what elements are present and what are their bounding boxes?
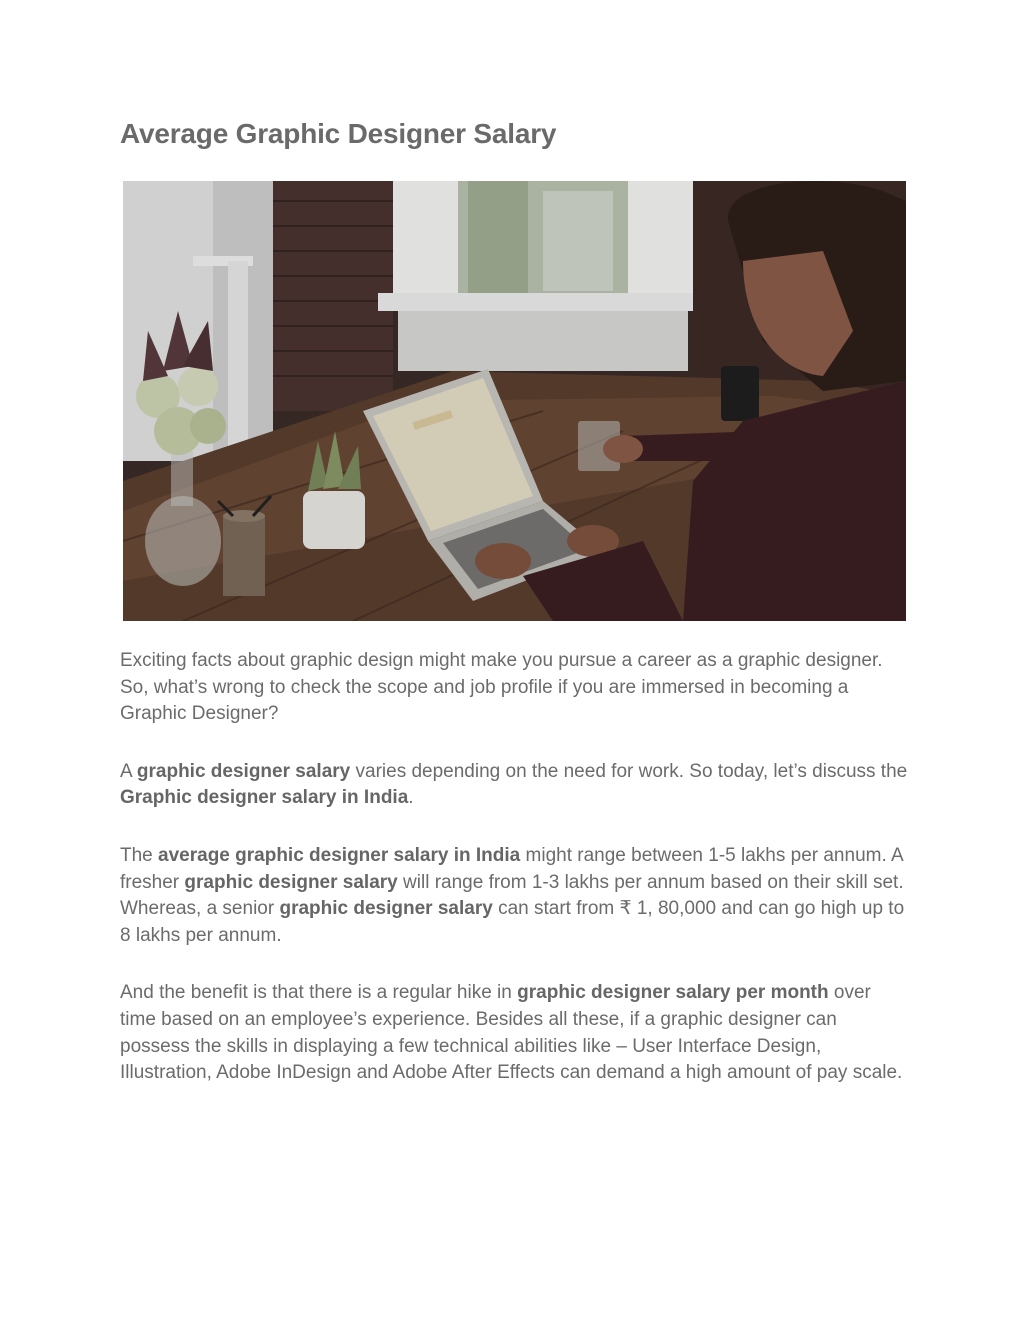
bold-phrase: Graphic designer salary in India <box>120 787 409 809</box>
paragraph-benefits <box>120 980 910 1086</box>
text-segment: will range from 1-3 lakhs per annum based on their skill set. Whereas, a senior <box>120 871 904 920</box>
bold-phrase: average graphic designer salary in India <box>158 844 521 866</box>
text-segment: And the benefit is that there is a regular hike in <box>120 982 518 1004</box>
text-segment: The <box>120 844 159 866</box>
article-body <box>120 648 910 1118</box>
bold-phrase: graphic designer salary per month <box>517 982 829 1004</box>
photo-illustration <box>123 181 906 621</box>
bold-phrase: graphic designer salary <box>136 760 351 782</box>
paragraph-salary-range <box>120 843 910 949</box>
page-title: Average Graphic Designer Salary <box>120 118 557 149</box>
hero-image <box>123 181 906 621</box>
paragraph-intro <box>120 648 910 728</box>
bold-phrase: graphic designer salary <box>279 898 493 920</box>
text-segment: A <box>120 760 137 782</box>
paragraph-intro-text: Exciting facts about graphic design might make you pursue a career as a graphic designer. So, what’s wrong to check the scope and job profile if you are immersed in becoming a Graphic Designer? <box>120 650 883 725</box>
text-segment: might range between 1-5 lakhs per annum. A fresher <box>120 844 903 893</box>
text-segment: . <box>408 787 414 809</box>
text-segment: varies depending on the need for work. So today, let’s discuss the <box>350 760 908 782</box>
text-segment: over time based on an employee’s experience. Besides all these, if a graphic designer can possess the skills in displaying a few technical abilities like – User Interface Design, Illustration, Adobe InDesign and Adobe After Effects can demand a high amount of pay scale. <box>120 982 903 1084</box>
text-segment: can start from ₹ 1, 80,000 and can go high up to 8 lakhs per annum. <box>120 898 905 946</box>
bold-phrase: graphic designer salary <box>184 871 398 893</box>
paragraph-salary-overview <box>120 759 910 812</box>
